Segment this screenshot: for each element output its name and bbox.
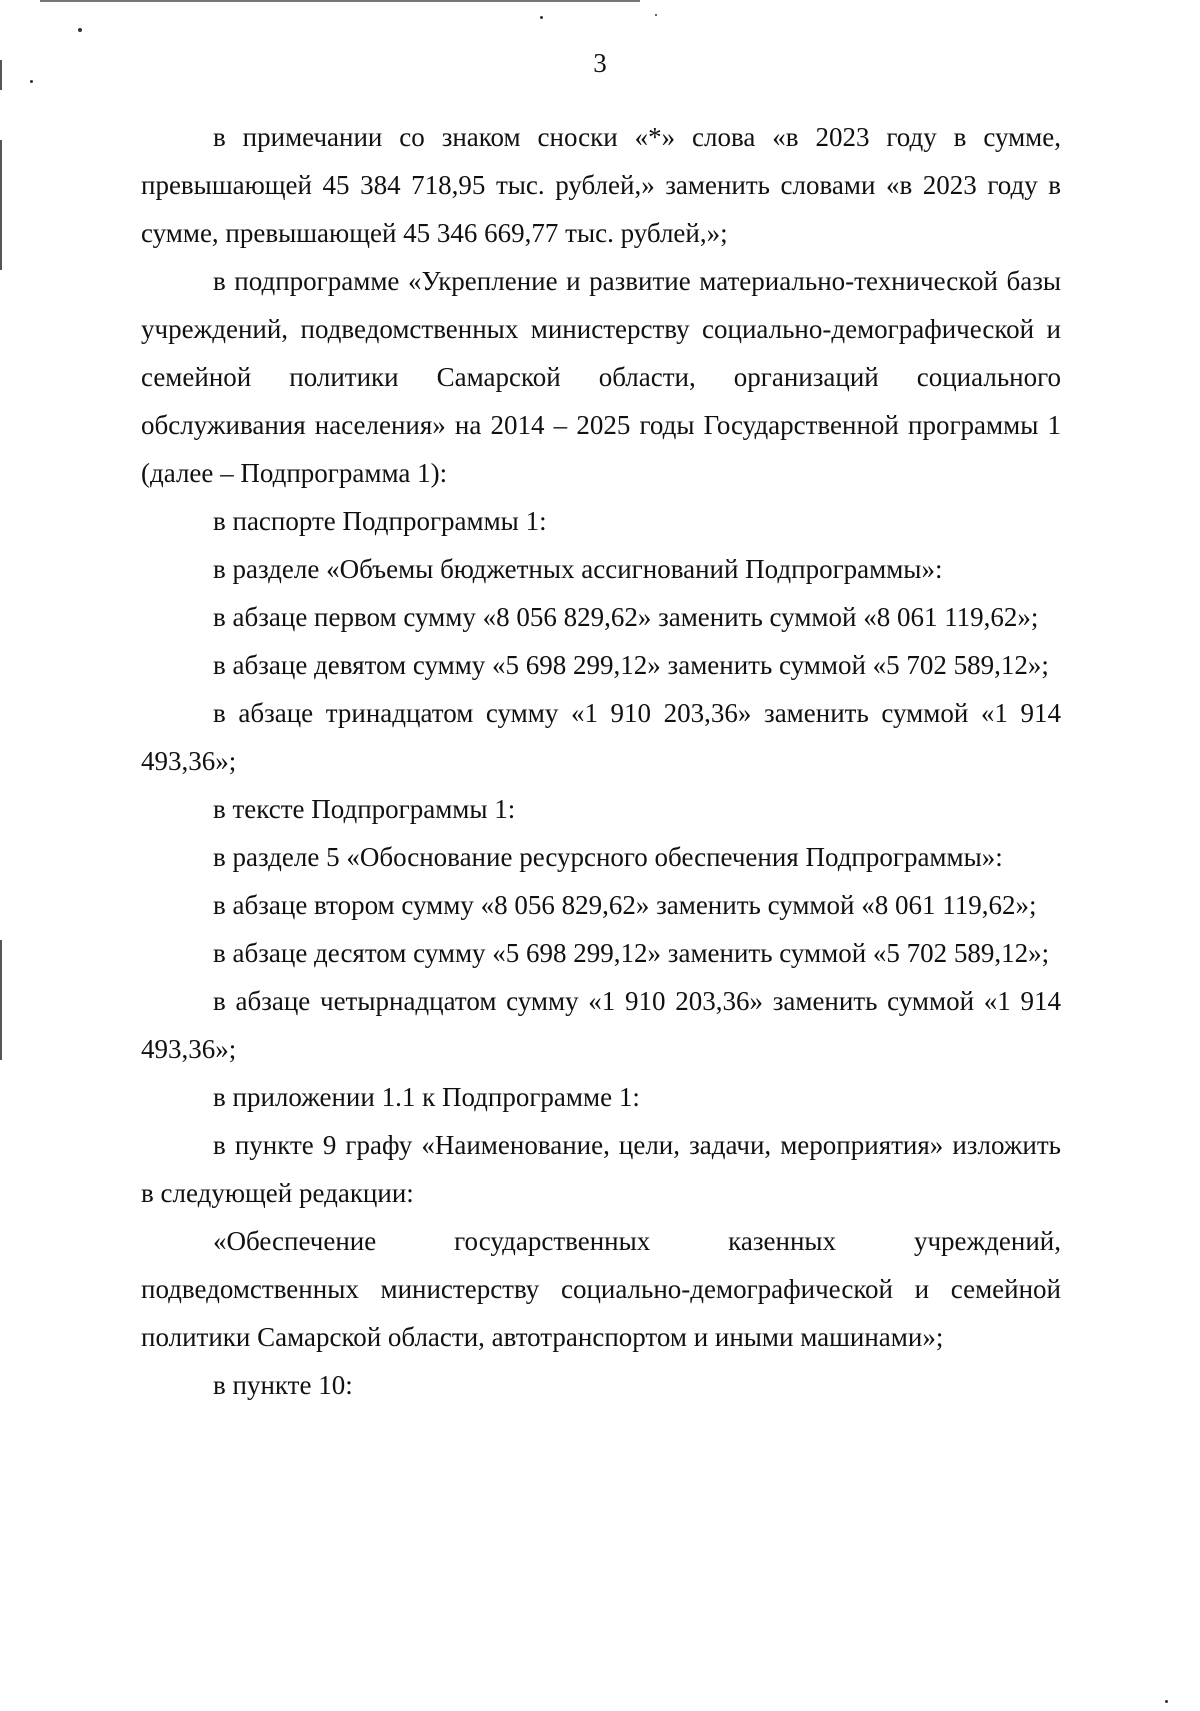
scan-edge-mark <box>0 140 2 270</box>
paragraph: в тексте Подпрограммы 1: <box>213 794 516 824</box>
paragraph: в абзаце четырнадцатом сумму «1 910 203,36» заменить суммой «1 914 493,36»; <box>141 986 1061 1064</box>
scan-edge-line <box>40 0 640 2</box>
paragraph: в пункте 9 графу «Наименование, цели, задачи, мероприятия» изложить в следующей редакции: <box>141 1130 1061 1208</box>
paragraph: в примечании со знаком сноски «*» слова «в 2023 году в сумме, превышающей 45 384 718,95 тыс. рублей,» заменить словами «в 2023 году в сумме, превышающей 45 346 669,77 тыс. рублей,»; <box>141 122 1061 248</box>
paragraph: в абзаце тринадцатом сумму «1 910 203,36» заменить суммой «1 914 493,36»; <box>141 698 1061 776</box>
paragraph: в пункте 10: <box>213 1370 353 1400</box>
document-body <box>141 113 1061 1409</box>
paragraph: в абзаце десятом сумму «5 698 299,12» заменить суммой «5 702 589,12»; <box>213 938 1050 968</box>
scan-speck <box>655 14 657 16</box>
paragraph: в абзаце девятом сумму «5 698 299,12» заменить суммой «5 702 589,12»; <box>213 650 1049 680</box>
scan-speck <box>1165 1700 1168 1703</box>
paragraph: «Обеспечение государственных казенных учреждений, подведомственных министерству социально-демографической и семейной политики Самарской области, автотранспортом и иными машинами»; <box>141 1226 1061 1352</box>
scan-speck <box>30 80 33 83</box>
scan-speck <box>78 28 82 32</box>
paragraph: в разделе 5 «Обоснование ресурсного обеспечения Подпрограммы»: <box>213 842 1003 872</box>
paragraph: в разделе «Объемы бюджетных ассигнований Подпрограммы»: <box>213 554 943 584</box>
page-number: 3 <box>593 48 607 78</box>
paragraph: в абзаце втором сумму «8 056 829,62» заменить суммой «8 061 119,62»; <box>213 890 1037 920</box>
scan-speck <box>540 16 543 19</box>
paragraph: в абзаце первом сумму «8 056 829,62» заменить суммой «8 061 119,62»; <box>213 602 1039 632</box>
paragraph: в подпрограмме «Укрепление и развитие материально-технической базы учреждений, подведомственных министерству социально-демографической и семейной политики Самарской области, организаций социального обслуживания населения» на 2014 – 2025 годы Государственной программы 1 (далее – Подпрограмма 1): <box>141 266 1061 488</box>
paragraph: в приложении 1.1 к Подпрограмме 1: <box>213 1082 640 1112</box>
paragraph: в паспорте Подпрограммы 1: <box>213 506 547 536</box>
scan-edge-mark <box>0 940 2 1060</box>
